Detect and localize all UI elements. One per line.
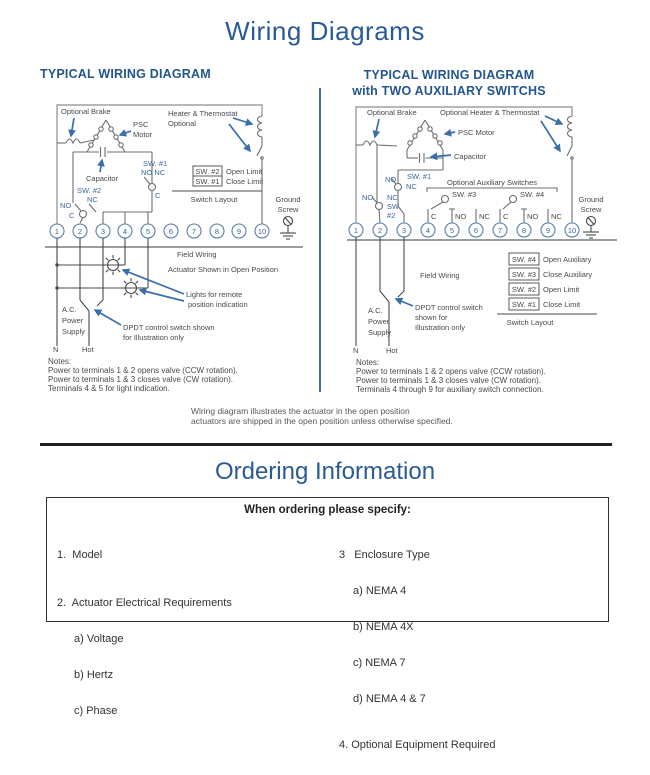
ordering-subitem: d) NEMA 4 & 7 (353, 693, 426, 705)
terminal-number: 5 (145, 227, 151, 236)
label-neutral: N (53, 345, 59, 354)
left-diagram-heading: TYPICAL WIRING DIAGRAM (40, 67, 211, 81)
table-sw-cell: SW. #1 (511, 300, 537, 309)
label-heater-line2: Optional (168, 119, 196, 128)
terminal-number: 2 (77, 227, 83, 236)
terminal-strip (45, 224, 303, 247)
ground-screw-symbol (280, 217, 296, 240)
shipping-note-line1: Wiring diagram illustrates the actuator in the open position (191, 406, 410, 416)
label-sw2-no: NO (60, 201, 72, 210)
label-ac3: Supply (62, 327, 85, 336)
ordering-box (46, 497, 609, 751)
table-desc-cell: Close Auxiliary (543, 270, 593, 279)
ordering-right-column (339, 525, 496, 775)
label-lights-line1: Lights for remote (186, 290, 243, 299)
notes-title: Notes: (356, 358, 380, 367)
table-sw-cell: SW. #4 (511, 255, 537, 264)
table-caption: Switch Layout (190, 195, 238, 204)
label-hot: Hot (82, 345, 94, 354)
notes-title: Notes: (48, 357, 72, 366)
note-line: Power to terminals 1 & 3 closes valve (CW rotation). (48, 375, 233, 384)
ordering-left-column (57, 525, 232, 741)
shipping-note-line2: actuators are shipped in the open position unless otherwise specified. (191, 416, 453, 426)
label-psc-motor: PSC Motor (458, 128, 495, 137)
terminal-number: 4 (122, 227, 128, 236)
terminal-number: 8 (521, 226, 527, 235)
label-dpdt-line1: DPDT control switch shown (123, 323, 215, 332)
label-dpdt-line1: DPDT control switch (415, 303, 483, 312)
note-line: Terminals 4 & 5 for light indication. (48, 384, 170, 393)
note-line: Power to terminals 1 & 2 opens valve (CCW rotation). (356, 367, 546, 376)
label-lights-line2: position indication (188, 300, 248, 309)
ordering-subitem: a) NEMA 4 (353, 585, 407, 597)
label-sw2-c: C (69, 211, 75, 220)
label-ac2: Power (368, 317, 390, 326)
ordering-subitem: b) NEMA 4X (353, 621, 414, 633)
notes-block (356, 358, 546, 394)
table-desc-cell: Close Limit (226, 177, 264, 186)
label-sw2-line1: SW. (387, 202, 401, 211)
label-dpdt-line3: Illustration only (415, 323, 466, 332)
label-sw2-nc: NC (387, 193, 398, 202)
label-sw2-line2: #2 (387, 211, 396, 220)
label-ground-line1: Ground (275, 195, 301, 204)
brake-coil (57, 139, 94, 143)
table-sw-cell: SW. #1 (195, 177, 220, 186)
label-neutral: N (353, 346, 359, 355)
label-motor: Motor (133, 130, 153, 139)
terminal-number: 6 (168, 227, 174, 236)
label-aux-contact: C (503, 212, 509, 221)
label-sw2-no: NO (362, 193, 374, 202)
label-heater-line1: Heater & Thermostat (168, 109, 238, 118)
label-psc: PSC (133, 120, 149, 129)
label-aux-title: Optional Auxiliary Switches (446, 178, 538, 187)
label-optional-brake: Optional Brake (61, 107, 111, 116)
note-line: Terminals 4 through 9 for auxiliary switch connection. (356, 385, 544, 394)
label-sw3: SW. #3 (452, 190, 477, 199)
terminal-number: 8 (214, 227, 220, 236)
right-diagram-heading-line1: TYPICAL WIRING DIAGRAM (363, 68, 535, 82)
table-sw-cell: SW. #3 (511, 270, 537, 279)
section-rule (40, 443, 612, 446)
table-sw-cell: SW. #2 (195, 167, 220, 176)
table-caption: Switch Layout (506, 318, 554, 327)
label-ground-line1: Ground (578, 195, 604, 204)
right-diagram-heading-line2: with TWO AUXILIARY SWITCHS (352, 84, 546, 98)
terminal-number: 1 (54, 227, 60, 236)
note-line: Power to terminals 1 & 2 opens valve (CCW rotation). (48, 366, 238, 375)
label-dpdt-line2: for Illustration only (123, 333, 184, 342)
label-field-wiring: Field Wiring (420, 271, 460, 280)
table-desc-cell: Close Limit (543, 300, 581, 309)
terminal-number: 5 (449, 226, 455, 235)
terminal-number: 1 (353, 226, 359, 235)
ordering-subitem: c) NEMA 7 (353, 657, 406, 669)
terminal-number: 10 (567, 226, 577, 235)
ordering-subitem: a) Voltage (74, 633, 124, 645)
label-ac1: A.C. (62, 305, 77, 314)
label-aux-contact: NC (551, 212, 562, 221)
terminal-number: 2 (377, 226, 383, 235)
ordering-item: 4. Optional Equipment Required (339, 739, 496, 751)
psc-motor-winding (87, 120, 125, 152)
label-aux-contact: NO (527, 212, 539, 221)
label-optional-brake: Optional Brake (367, 108, 417, 117)
terminal-number: 7 (191, 227, 197, 236)
terminal-number: 9 (236, 227, 242, 236)
shipping-note (191, 406, 453, 426)
label-aux-contact: NO (455, 212, 467, 221)
ordering-box-heading: When ordering please specify: (244, 504, 411, 516)
limit-switch-2 (75, 204, 96, 223)
ordering-item: 3 Enclosure Type (339, 549, 430, 561)
notes-block (48, 357, 238, 393)
ordering-item: 1. Model (57, 549, 103, 561)
ordering-title: Ordering Information (214, 458, 436, 485)
switch-layout-table (497, 253, 597, 327)
terminal-number: 6 (473, 226, 479, 235)
label-ac1: A.C. (368, 306, 383, 315)
table-desc-cell: Open Limit (543, 285, 580, 294)
close-node-wires (103, 212, 152, 224)
note-line: Power to terminals 1 & 3 closes valve (CW rotation). (356, 376, 541, 385)
label-sw1-no: NO (385, 175, 397, 184)
limit-switch-1 (144, 177, 156, 212)
label-field-wiring: Field Wiring (177, 250, 217, 259)
label-dpdt-line2: shown for (415, 313, 448, 322)
table-sw-cell: SW. #2 (511, 285, 537, 294)
table-desc-cell: Open Auxiliary (543, 255, 592, 264)
label-sw1: SW. #1 (407, 172, 432, 181)
terminal-number: 9 (545, 226, 551, 235)
label-aux-contact: NC (479, 212, 490, 221)
page-title: Wiring Diagrams (225, 16, 425, 46)
ordering-item: 2. Actuator Electrical Requirements (57, 597, 232, 609)
label-sw4: SW. #4 (520, 190, 545, 199)
label-capacitor: Capacitor (86, 174, 119, 183)
label-aux-contact: C (431, 212, 437, 221)
label-sw2-nc: NC (87, 195, 98, 204)
left-wiring-diagram (36, 94, 328, 400)
right-wiring-diagram (345, 94, 647, 400)
terminal-number: 3 (401, 226, 407, 235)
label-heater: Optional Heater & Thermostat (440, 108, 540, 117)
label-sw1-c: C (155, 191, 161, 200)
label-capacitor: Capacitor (454, 152, 487, 161)
terminal-number: 10 (257, 227, 267, 236)
label-ground-line2: Screw (277, 205, 299, 214)
label-sw2: SW. #2 (77, 186, 102, 195)
ground-screw-symbol (583, 217, 599, 239)
label-ac3: Supply (368, 328, 391, 337)
terminal-strip (347, 223, 617, 240)
label-hot: Hot (386, 346, 398, 355)
terminal-number: 3 (100, 227, 106, 236)
label-sw1-contacts: NO NC (141, 168, 166, 177)
label-sw1: SW. #1 (143, 159, 168, 168)
table-desc-cell: Open Limit (226, 167, 263, 176)
label-ac2: Power (62, 316, 84, 325)
label-ground-line2: Screw (580, 205, 602, 214)
label-sw1-nc: NC (406, 182, 417, 191)
ordering-subitem: c) Phase (74, 705, 118, 717)
terminal-number: 7 (497, 226, 503, 235)
terminal-number: 4 (425, 226, 431, 235)
switch-layout-table (172, 166, 264, 204)
label-actuator-note: Actuator Shown in Open Position (168, 265, 279, 274)
ordering-subitem: b) Hertz (74, 669, 114, 681)
psc-motor-winding (407, 120, 443, 150)
